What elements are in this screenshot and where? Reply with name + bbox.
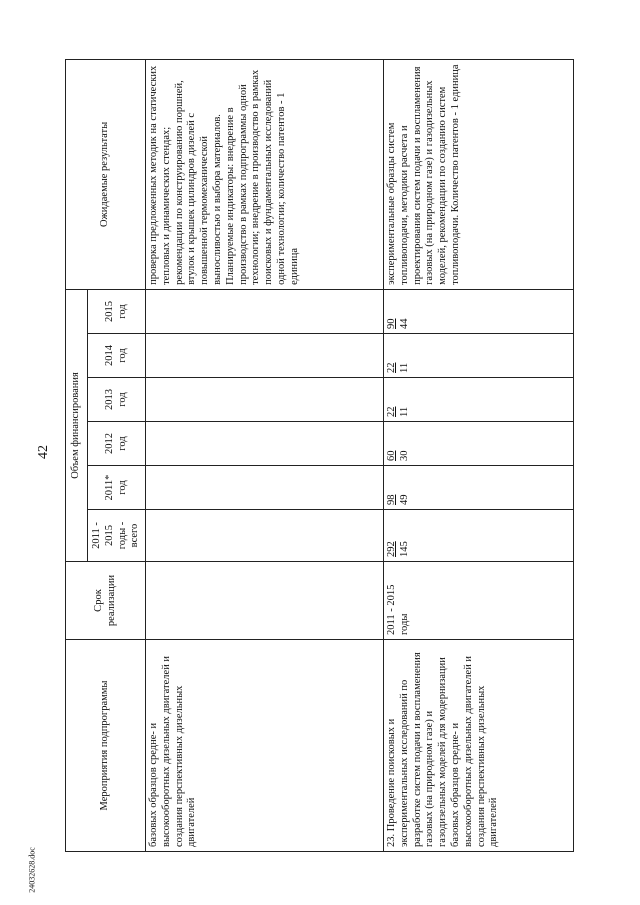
header-2015: 2015 год bbox=[88, 289, 146, 333]
header-total: 2011 - 2015 годы - всего bbox=[88, 510, 146, 562]
y2015-cell bbox=[146, 289, 384, 333]
term-cell bbox=[146, 562, 384, 640]
header-2013: 2013 год bbox=[88, 378, 146, 422]
term-cell: 2011 - 2015 годы bbox=[384, 562, 574, 640]
page-number: 42 bbox=[36, 445, 51, 459]
measure-cell: 23. Проведение поисковых и экспериментальных исследований по разработке систем подачи и воспламенения газовых (на природном газе) и газодизельных моделей для модернизации базовых образцов средне- и высокооборотных дизельных двигателей и создания перспективных дизельных двигателей bbox=[384, 640, 574, 852]
y2015-cell: 90 44 bbox=[384, 289, 574, 333]
header-2014: 2014 год bbox=[88, 334, 146, 378]
header-results: Ожидаемые результаты bbox=[66, 59, 146, 289]
y2011-cell bbox=[146, 466, 384, 510]
header-measures: Мероприятия подпрограммы bbox=[66, 640, 146, 852]
total-cell bbox=[146, 510, 384, 562]
header-funding: Объем финансирования bbox=[66, 289, 88, 561]
y2012-cell bbox=[146, 422, 384, 466]
y2014-cell bbox=[146, 334, 384, 378]
y2013-cell: 22 11 bbox=[384, 378, 574, 422]
header-2011: 2011* год bbox=[88, 466, 146, 510]
y2013-cell bbox=[146, 378, 384, 422]
table-row bbox=[146, 59, 384, 851]
table-row bbox=[384, 59, 574, 851]
header-2012: 2012 год bbox=[88, 422, 146, 466]
y2012-cell: 60 30 bbox=[384, 422, 574, 466]
header-term: Срок реализации bbox=[66, 562, 146, 640]
measure-cell: базовых образцов средне- и высокооборотных дизельных двигателей и создания перспективных дизельных двигателей bbox=[146, 640, 384, 852]
file-code: 24032628.doc bbox=[27, 847, 37, 893]
results-cell: экспериментальные образцы систем топливоподачи, методики расчета и проектирования систем подачи и воспламенения газовых (на природном газе) и газодизельных моделей, рекомендации по созданию систем топливоподачи. Количество патентов - 1 единица bbox=[384, 59, 574, 289]
results-cell: проверка предложенных методик на статических тепловых и динамических стендах; рекомендации по конструированию поршней, втулок и крышек цилиндров дизелей с повышенной термомеханической выносливостью и выбора материалов. Планируемые индикаторы: внедрение в производство в рамках подпрограммы одной технологии; внедрение в производство в рамках поисковых и фундаментальных исследований одной технологии; количество патентов - 1 единица bbox=[146, 59, 384, 289]
y2011-cell: 98 49 bbox=[384, 466, 574, 510]
total-cell: 292 145 bbox=[384, 510, 574, 562]
y2014-cell: 22 11 bbox=[384, 334, 574, 378]
program-measures-table bbox=[65, 60, 575, 852]
